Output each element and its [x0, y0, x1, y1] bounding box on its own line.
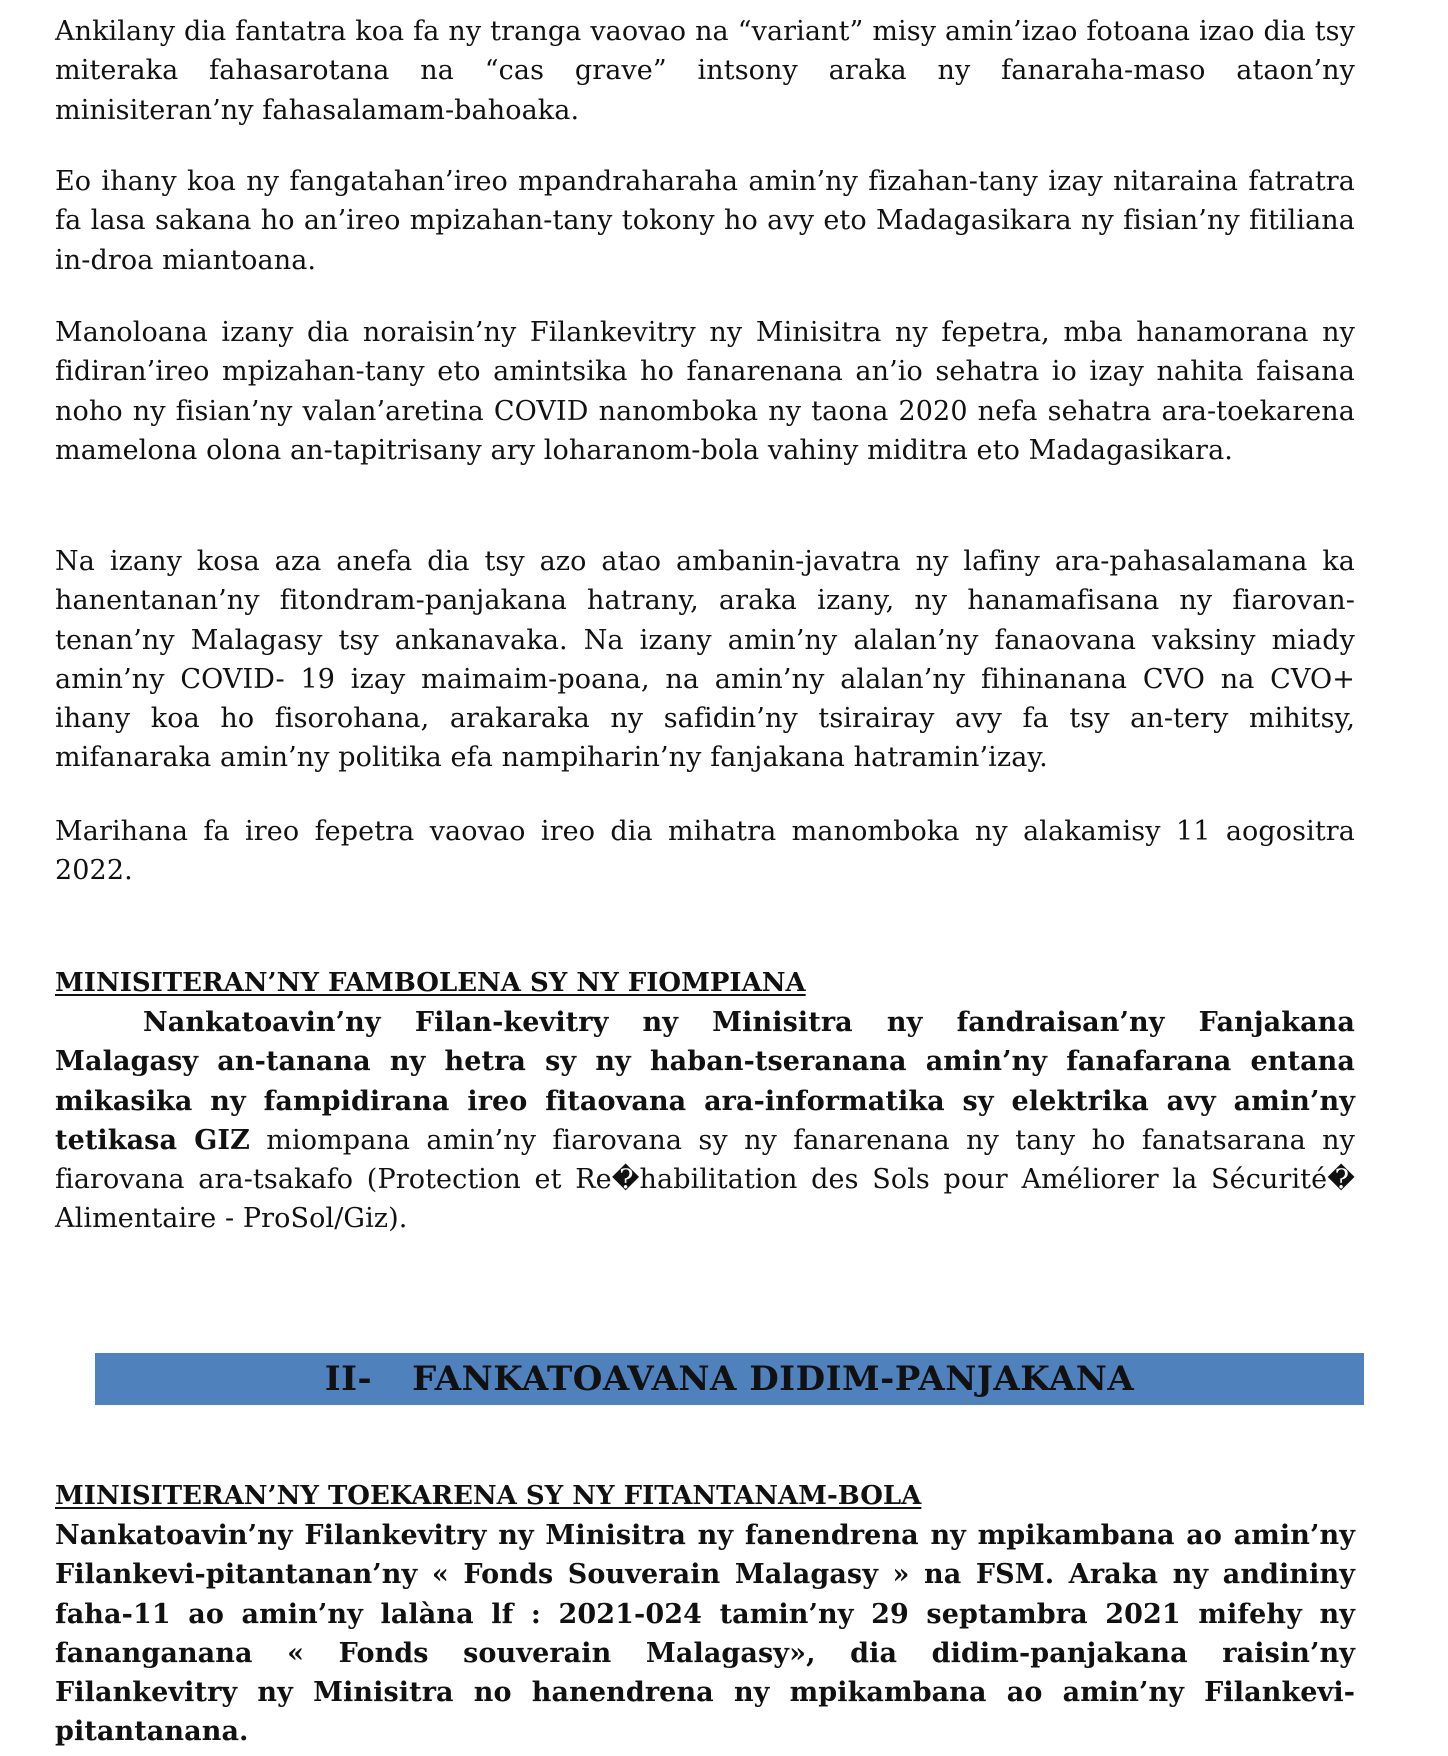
section-banner [95, 1353, 1364, 1405]
banner-title: FANKATOAVANA DIDIM-PANJAKANA [412, 1359, 1135, 1399]
paragraph-variant: Ankilany dia fantatra koa fa ny tranga vaovao na “variant” misy amin’izao fotoana izao dia tsy miteraka fahasarotana na “cas grave” intsony araka ny fanaraha-maso ataon’ny minisiteran’ny fahasalamam-bahoaka. [55, 16, 1355, 126]
bold-text-giz: Nankatoavin’ny Filan-kevitry ny Minisitra ny fandraisan’ny Fanjakana Malagasy an-tanana ny hetra sy ny haban-tseranana amin’ny fanafarana entana mikasika ny fampidirana ireo fitaovana ara-informatika sy elektrika avy amin’ny tetikasa GIZ [55, 1007, 1355, 1156]
paragraph-fsm: Nankatoavin’ny Filankevitry ny Minisitra ny fanendrena ny mpikambana ao amin’ny Filankevi-pitantanan’ny « Fonds Souverain Malagasy » na FSM. Araka ny andininy faha-11 ao amin’ny lalàna lf : 2021-024 tamin’ny 29 septambra 2021 mifehy ny fananganana « Fonds souverain Malagasy», dia didim-panjakana raisin’ny Filankevitry ny Minisitra no hanendrena ny mpikambana ao amin’ny Filankevi-pitantanana. [55, 1520, 1355, 1748]
paragraph-effective-date: Marihana fa ireo fepetra vaovao ireo dia mihatra manomboka ny alakamisy 11 aogositra 2022. [55, 816, 1355, 887]
section-heading-toekarena: MINISITERAN’NY TOEKARENA SY NY FITANTANAM-BOLA [55, 1481, 922, 1511]
paragraph-tourism-operators: Eo ihany koa ny fangatahan’ireo mpandraharaha amin’ny fizahan-tany izay nitaraina fatratra fa lasa sakana ho an’ireo mpizahan-tany tokony ho avy eto Madagasikara ny fisian’ny fitiliana in-droa miantoana. [55, 166, 1355, 276]
normal-text-prosol: miompana amin’ny fiarovana sy ny fanarenana ny tany ho fanatsarana ny fiarovana ara-tsakafo (Protection et Re�habilitation des Sols pour Améliorer la Sécurité� Alimentaire - ProSol/Giz). [55, 1124, 1355, 1235]
paragraph-council-measures: Manoloana izany dia noraisin’ny Filankevitry ny Minisitra ny fepetra, mba hanamorana ny fidiran’ireo mpizahan-tany eto amintsika ho fanarenana an’io sehatra io izay nahita faisana noho ny fisian’ny valan’aretina COVID nanomboka ny taona 2020 nefa sehatra ara-toekarena mamelona olona an-tapitrisany ary loharanom-bola vahiny miditra eto Madagasikara. [55, 317, 1355, 466]
banner-number: II- [324, 1359, 373, 1399]
paragraph-health-awareness: Na izany kosa aza anefa dia tsy azo atao ambanin-javatra ny lafiny ara-pahasalamana ka hanentanan’ny fitondram-panjakana hatrany, araka izany, ny hanamafisana ny fiarovan-tenan’ny Malagasy tsy ankanavaka. Na izany amin’ny alalan’ny fanaovana vaksiny miady amin’ny COVID- 19 izay maimaim-poana, na amin’ny alalan’ny fihinanana CVO na CVO+ ihany koa ho fisorohana, arakaraka ny safidin’ny tsirairay avy fa tsy an-tery mihitsy, mifanaraka amin’ny politika efa nampiharin’ny fanjakana hatramin’izay. [55, 546, 1355, 774]
section-heading-fambolena: MINISITERAN’NY FAMBOLENA SY NY FIOMPIANA [55, 968, 806, 998]
paragraph-giz-prosol [55, 1003, 1355, 1239]
